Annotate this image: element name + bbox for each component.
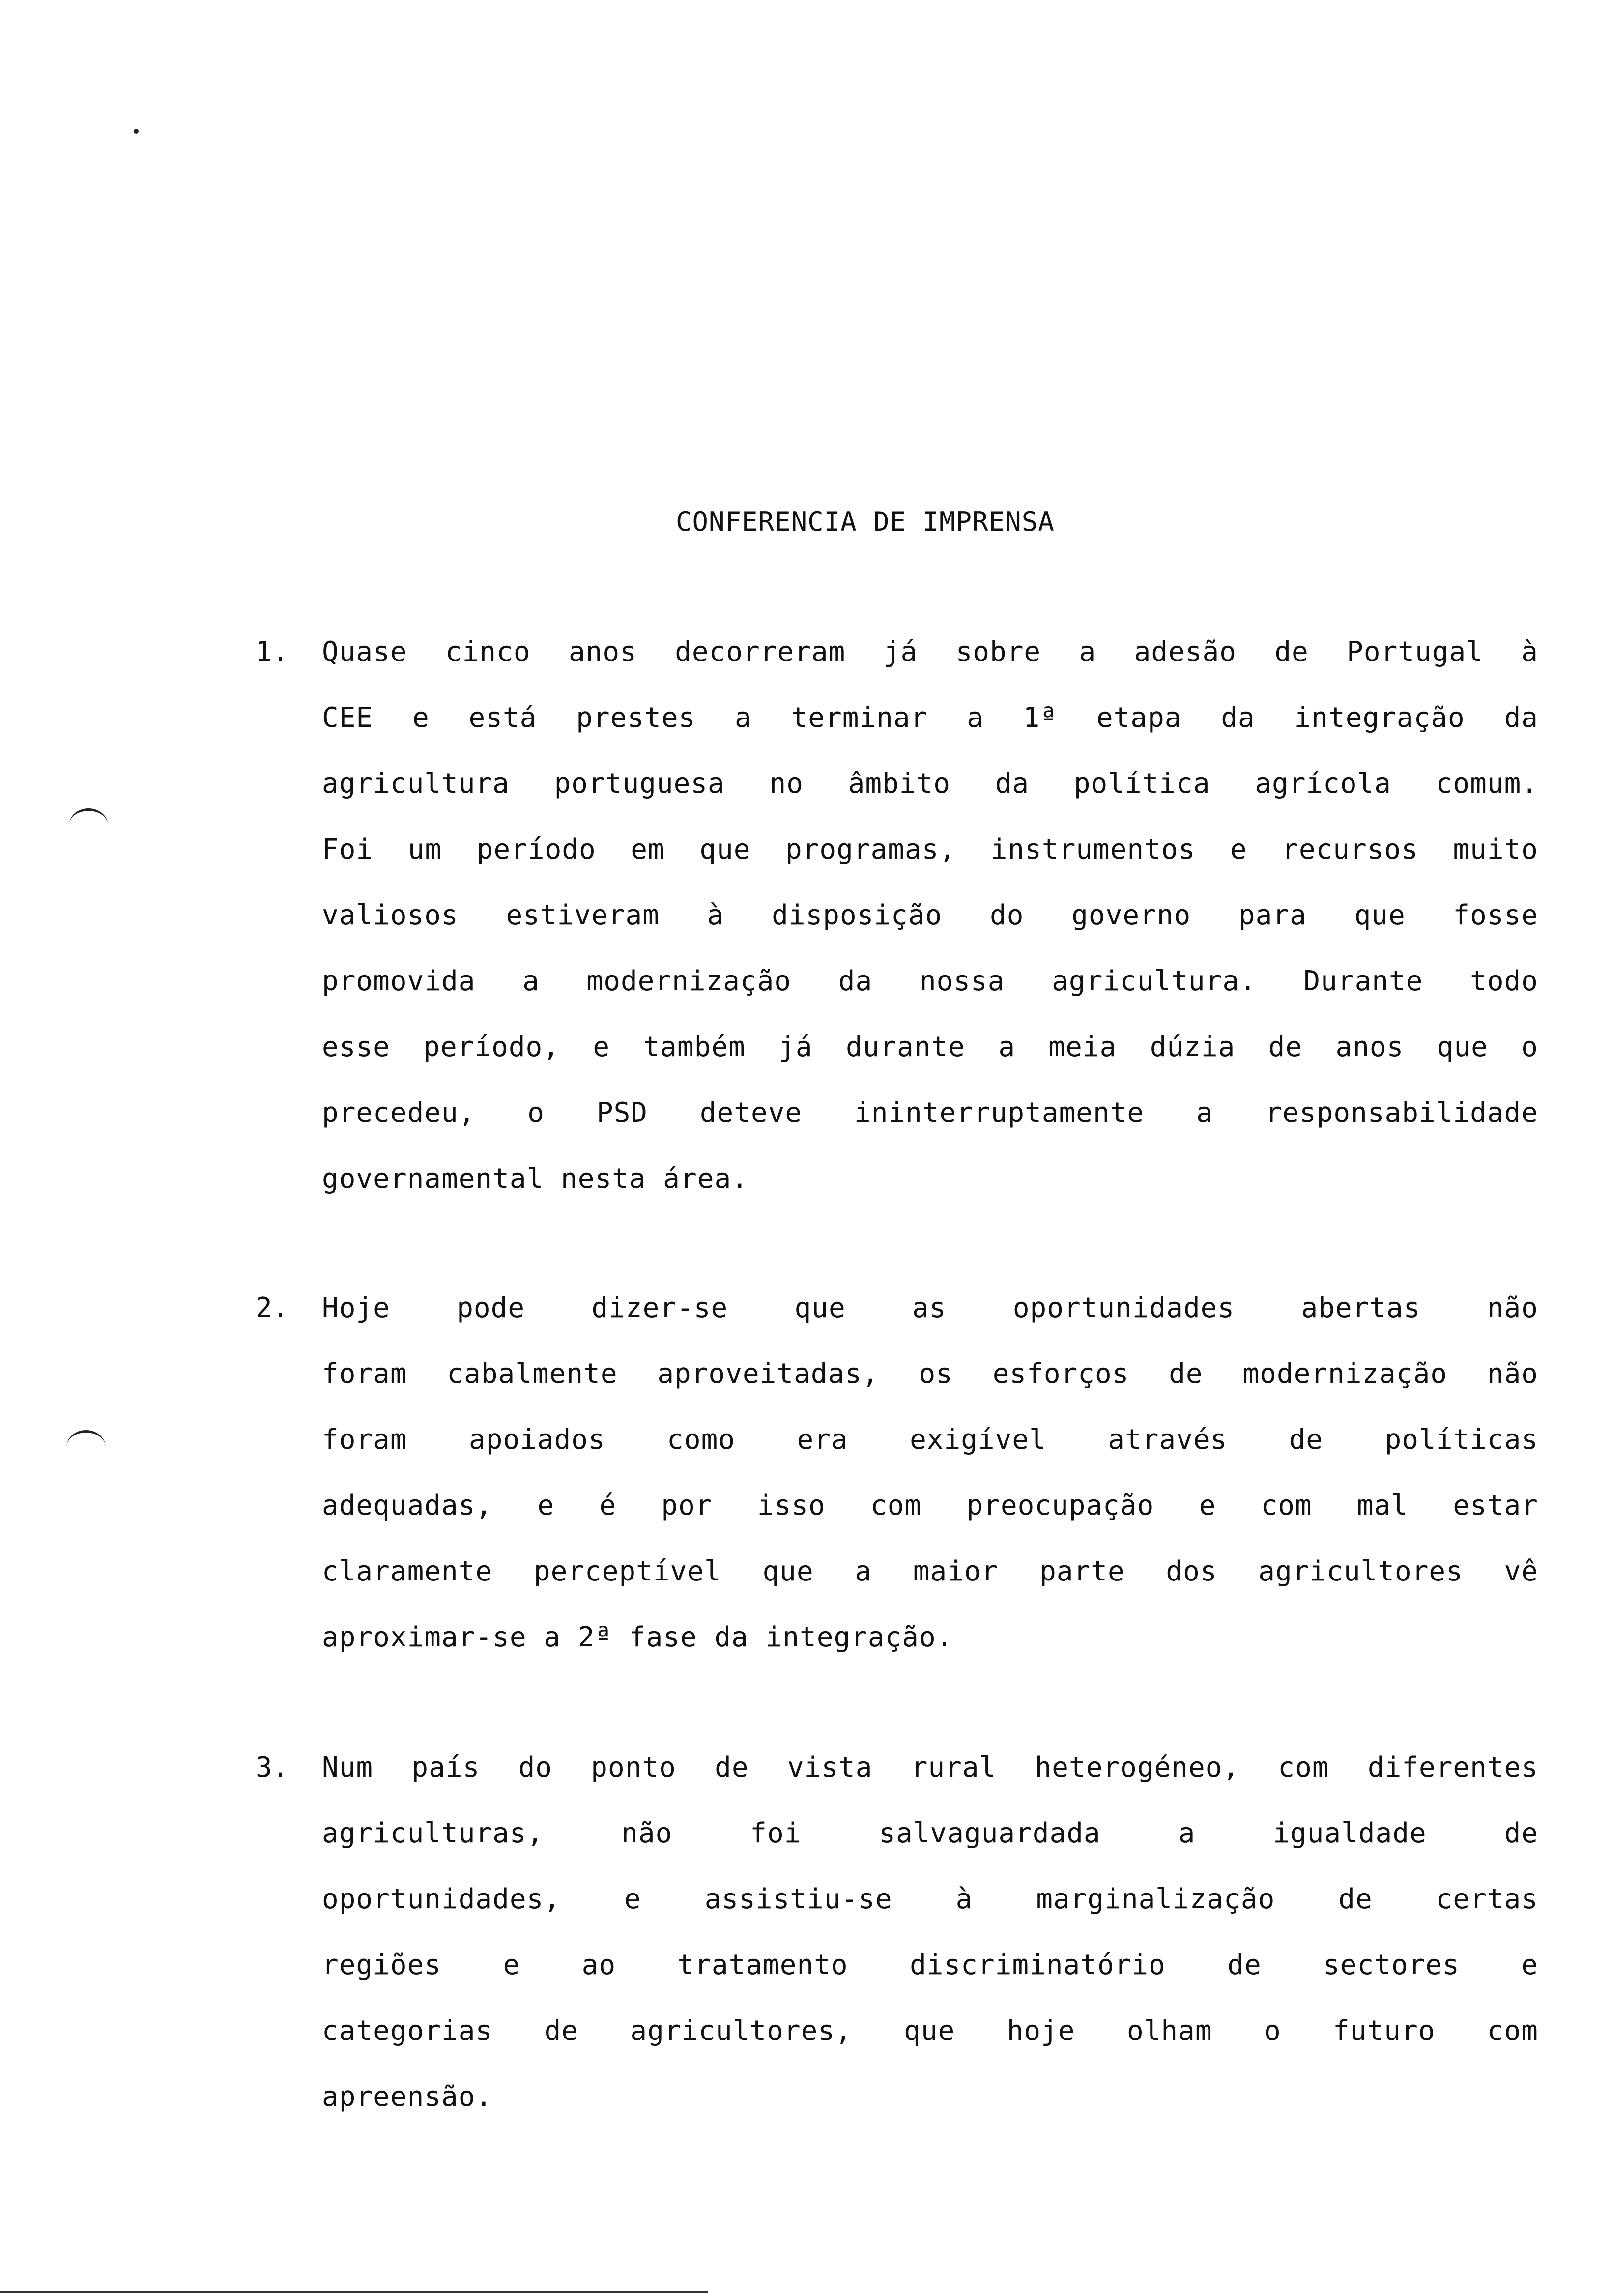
text-line: governamental nesta área. <box>322 1163 748 1195</box>
text-line: Foi um período em que programas, instrumentos e recursos muito <box>322 833 1538 865</box>
text-line: oportunidades, e assistiu-se à marginalização de certas <box>322 1883 1538 1915</box>
text-line: CEE e está prestes a terminar a 1ª etapa da integração da <box>322 702 1538 734</box>
text-line: valiosos estiveram à disposição do governo para que fosse <box>322 899 1538 931</box>
ink-dot <box>134 129 139 134</box>
item-number: 2. <box>256 1292 289 1324</box>
page-title: CONFERENCIA DE IMPRENSA <box>676 506 1055 537</box>
text-line: esse período, e também já durante a meia dúzia de anos que o <box>322 1031 1538 1063</box>
text-line: precedeu, o PSD deteve ininterruptamente a responsabilidade <box>322 1097 1538 1129</box>
text-line: claramente perceptível que a maior parte dos agricultores vê <box>322 1555 1538 1587</box>
item-number: 3. <box>256 1751 289 1783</box>
text-line: Num país do ponto de vista rural heterogéneo, com diferentes <box>322 1751 1538 1783</box>
page-edge-rule <box>0 2291 708 2293</box>
text-line: foram cabalmente aproveitadas, os esforços de modernização não <box>322 1358 1538 1390</box>
paragraph <box>322 1735 1538 2130</box>
margin-mark <box>66 1430 106 1447</box>
text-line: Quase cinco anos decorreram já sobre a adesão de Portugal à <box>322 636 1538 668</box>
text-line: categorias de agricultores, que hoje olham o futuro com <box>322 2015 1538 2047</box>
margin-mark <box>69 808 108 826</box>
text-line: agricultura portuguesa no âmbito da política agrícola comum. <box>322 768 1538 800</box>
paragraph <box>322 619 1538 1212</box>
text-line: regiões e ao tratamento discriminatório de sectores e <box>322 1949 1538 1981</box>
item-number: 1. <box>256 636 289 668</box>
text-line: adequadas, e é por isso com preocupação e com mal estar <box>322 1490 1538 1521</box>
text-line: Hoje pode dizer-se que as oportunidades abertas não <box>322 1292 1538 1324</box>
text-line: agriculturas, não foi salvaguardada a igualdade de <box>322 1817 1538 1849</box>
text-line: apreensão. <box>322 2081 493 2113</box>
paragraph <box>322 1275 1538 1670</box>
text-line: promovida a modernização da nossa agricultura. Durante todo <box>322 965 1538 997</box>
text-line: foram apoiados como era exigível através de políticas <box>322 1424 1538 1456</box>
text-line: aproximar-se a 2ª fase da integração. <box>322 1621 953 1653</box>
